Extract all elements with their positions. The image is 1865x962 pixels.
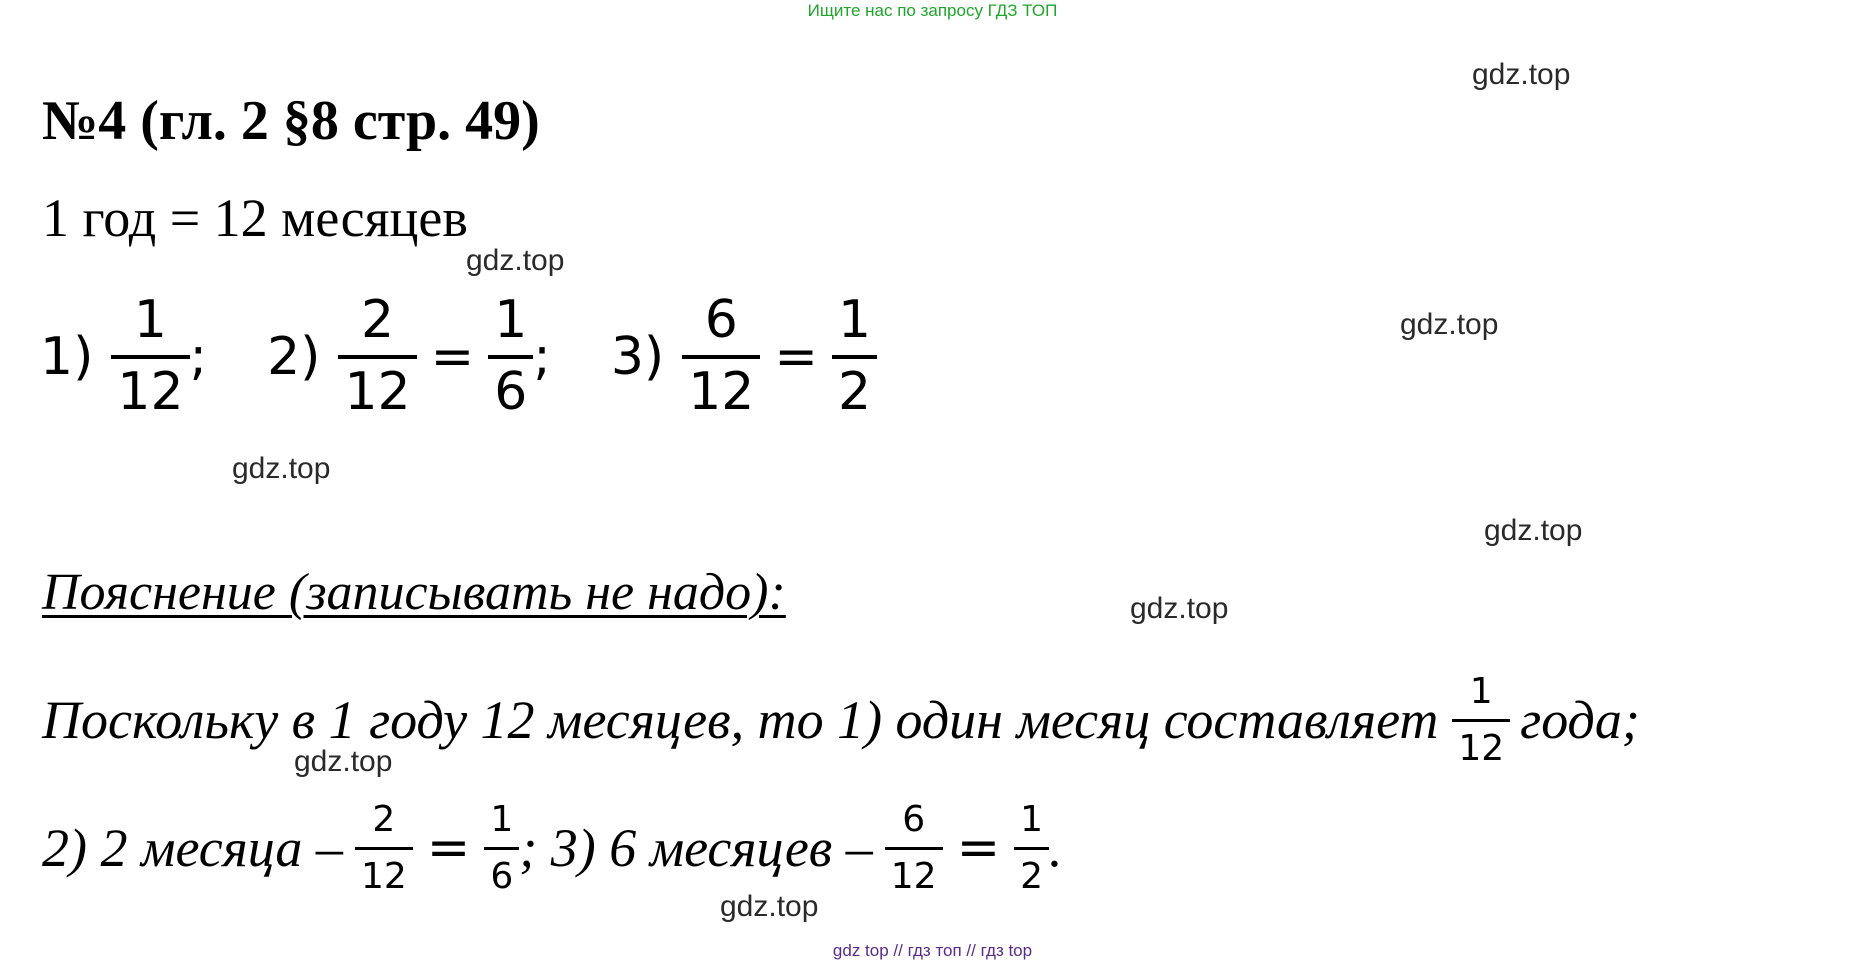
equals-sign: = (956, 818, 1001, 878)
answer-1-separator: ; (189, 327, 208, 387)
watermark: gdz.top (1400, 308, 1499, 341)
explanation-line-2 (42, 788, 1063, 908)
fraction-numerator: 2 (360, 290, 395, 351)
explanation-text: 2) 2 месяца – (42, 818, 343, 878)
given-line: 1 год = 12 месяцев (42, 188, 468, 248)
answers-row (40, 282, 877, 432)
explanation-text: года; (1520, 690, 1640, 750)
watermark: gdz.top (232, 452, 331, 485)
explanation-text: ; 3) 6 месяцев – (519, 818, 873, 878)
fraction-numerator: 1 (490, 799, 514, 841)
fraction-denominator: 12 (117, 362, 184, 422)
top-banner: Ищите нас по запросу ГДЗ ТОП (807, 1, 1058, 20)
equals-sign: = (426, 818, 471, 878)
watermark: gdz.top (466, 244, 565, 277)
answer-1-label: 1) (40, 327, 94, 387)
fraction-bar (484, 847, 519, 850)
fraction-bar (1452, 719, 1510, 722)
explanation-text: . (1049, 818, 1063, 878)
fraction-bar (832, 355, 877, 359)
bottom-banner: gdz top // гдз топ // гдз top (832, 941, 1033, 960)
fraction-denominator: 12 (1458, 727, 1505, 769)
answer-2-separator: ; (533, 327, 551, 387)
answer-3-fraction (682, 291, 760, 423)
explanation-fraction (885, 799, 943, 897)
fraction-bar (1014, 847, 1049, 850)
equals-sign: = (774, 327, 818, 387)
explanation-title: Пояснение (записывать не надо): (42, 564, 786, 621)
fraction-numerator: 1 (494, 290, 528, 351)
fraction-numerator: 6 (704, 290, 738, 351)
fraction-numerator: 1 (133, 290, 167, 351)
fraction-denominator: 12 (890, 855, 937, 897)
explanation-text: Поскольку в 1 году 12 месяцев, то 1) один месяц составляет (42, 690, 1439, 750)
equals-sign: = (430, 327, 475, 387)
answer-2-fraction (338, 291, 416, 423)
fraction-bar (885, 847, 943, 850)
answer-2-label: 2) (267, 327, 321, 387)
watermark: gdz.top (720, 890, 819, 923)
explanation-line-1 (42, 660, 1640, 780)
fraction-bar (355, 847, 413, 850)
fraction-numerator: 1 (1020, 799, 1044, 841)
fraction-numerator: 2 (372, 799, 396, 841)
fraction-bar (488, 355, 533, 359)
fraction-denominator: 6 (494, 362, 528, 422)
fraction-numerator: 1 (1469, 671, 1493, 713)
fraction-denominator: 12 (688, 362, 755, 422)
watermark: gdz.top (294, 745, 393, 778)
fraction-denominator: 6 (490, 855, 514, 897)
answer-3-reduced-fraction (832, 291, 877, 423)
fraction-bar (682, 355, 760, 359)
fraction-denominator: 12 (344, 362, 411, 422)
explanation-fraction (484, 799, 519, 897)
explanation-fraction (355, 799, 413, 897)
explanation-fraction (1452, 671, 1510, 769)
watermark: gdz.top (1130, 592, 1229, 625)
fraction-numerator: 1 (837, 290, 872, 351)
fraction-bar (111, 355, 189, 359)
fraction-bar (338, 355, 416, 359)
answer-2-reduced-fraction (488, 291, 533, 423)
fraction-denominator: 12 (360, 855, 407, 897)
answer-1-fraction (111, 291, 189, 423)
answer-3-label: 3) (610, 327, 665, 387)
fraction-denominator: 2 (1020, 855, 1044, 897)
fraction-numerator: 6 (902, 799, 926, 841)
explanation-fraction (1014, 799, 1049, 897)
watermark: gdz.top (1484, 514, 1583, 547)
fraction-denominator: 2 (837, 362, 872, 422)
task-heading: №4 (гл. 2 §8 стр. 49) (42, 90, 540, 152)
watermark: gdz.top (1472, 58, 1571, 91)
